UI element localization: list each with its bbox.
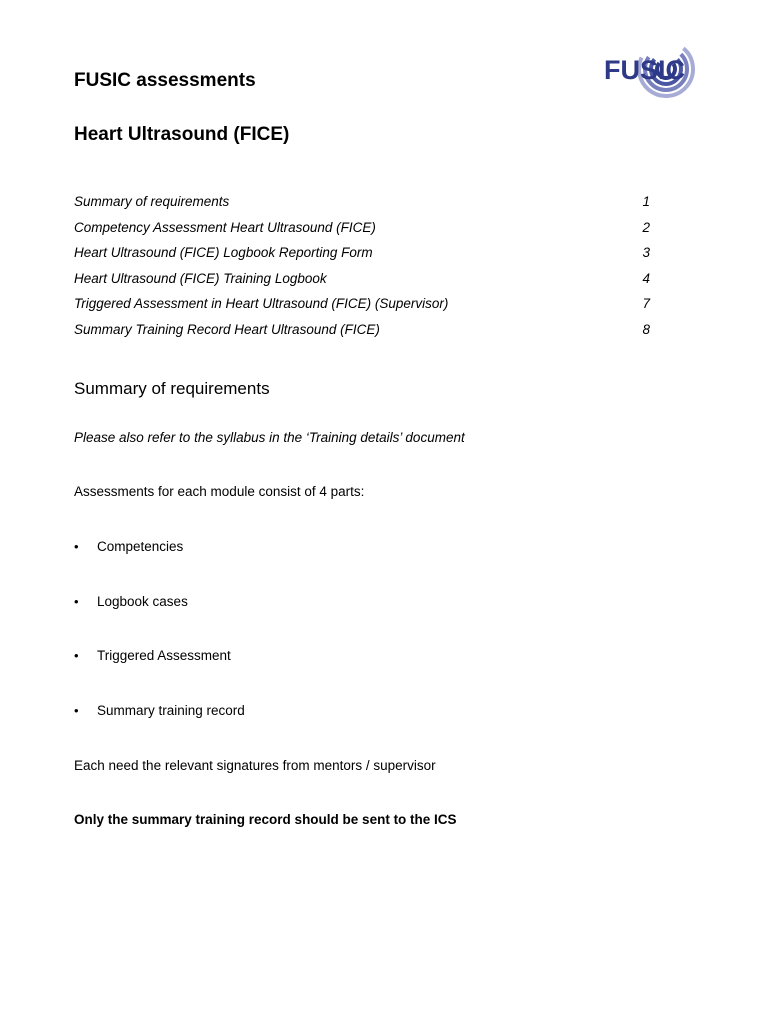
toc-entry[interactable] bbox=[74, 296, 650, 322]
fusic-logo-graphic bbox=[600, 38, 700, 100]
bullet-icon: • bbox=[74, 593, 79, 609]
table-of-contents bbox=[74, 194, 650, 347]
list-item bbox=[74, 594, 245, 649]
bullet-icon: • bbox=[74, 539, 79, 554]
toc-entry-page: 4 bbox=[642, 270, 650, 286]
list-item bbox=[74, 703, 245, 758]
toc-entry-page: 3 bbox=[642, 245, 650, 260]
toc-entry-page: 2 bbox=[642, 219, 650, 235]
list-item-text: Summary training record bbox=[97, 702, 245, 718]
list-item-text: Triggered Assessment bbox=[97, 648, 231, 664]
toc-entry-page: 8 bbox=[642, 321, 650, 337]
toc-entry[interactable] bbox=[74, 194, 650, 220]
toc-entry[interactable] bbox=[74, 245, 650, 271]
syllabus-note: Please also refer to the syllabus in the ‘Training details’ document bbox=[74, 430, 465, 445]
list-item bbox=[74, 539, 245, 594]
assessment-intro: Assessments for each module consist of 4 parts: bbox=[74, 484, 365, 499]
signatures-note: Each need the relevant signatures from mentors / supervisor bbox=[74, 758, 436, 773]
toc-entry-page: 7 bbox=[642, 296, 650, 311]
toc-entry[interactable] bbox=[74, 271, 650, 297]
document-title: FUSIC assessments bbox=[74, 70, 256, 91]
toc-entry-label: Competency Assessment Heart Ultrasound (FICE) bbox=[74, 219, 376, 235]
toc-entry-label: Summary Training Record Heart Ultrasound (FICE) bbox=[74, 321, 380, 337]
fusic-logo bbox=[600, 38, 700, 100]
bullet-icon: • bbox=[74, 702, 79, 718]
toc-entry[interactable] bbox=[74, 220, 650, 246]
toc-entry-label: Heart Ultrasound (FICE) Logbook Reporting Form bbox=[74, 245, 373, 260]
toc-entry[interactable] bbox=[74, 322, 650, 348]
toc-entry-label: Summary of requirements bbox=[74, 194, 230, 209]
bullet-icon: • bbox=[74, 648, 79, 664]
toc-entry-label: Triggered Assessment in Heart Ultrasound (FICE) (Supervisor) bbox=[74, 296, 449, 311]
section-heading: Summary of requirements bbox=[74, 379, 270, 398]
document-subtitle: Heart Ultrasound (FICE) bbox=[74, 124, 290, 145]
toc-entry-label: Heart Ultrasound (FICE) Training Logbook bbox=[74, 270, 327, 286]
logo-text: FUSIC bbox=[604, 55, 685, 85]
list-item-text: Logbook cases bbox=[97, 593, 188, 609]
assessment-parts-list bbox=[74, 539, 245, 757]
list-item bbox=[74, 648, 245, 703]
list-item-text: Competencies bbox=[97, 539, 184, 554]
toc-entry-page: 1 bbox=[642, 194, 650, 209]
submission-note: Only the summary training record should be sent to the ICS bbox=[74, 812, 457, 827]
